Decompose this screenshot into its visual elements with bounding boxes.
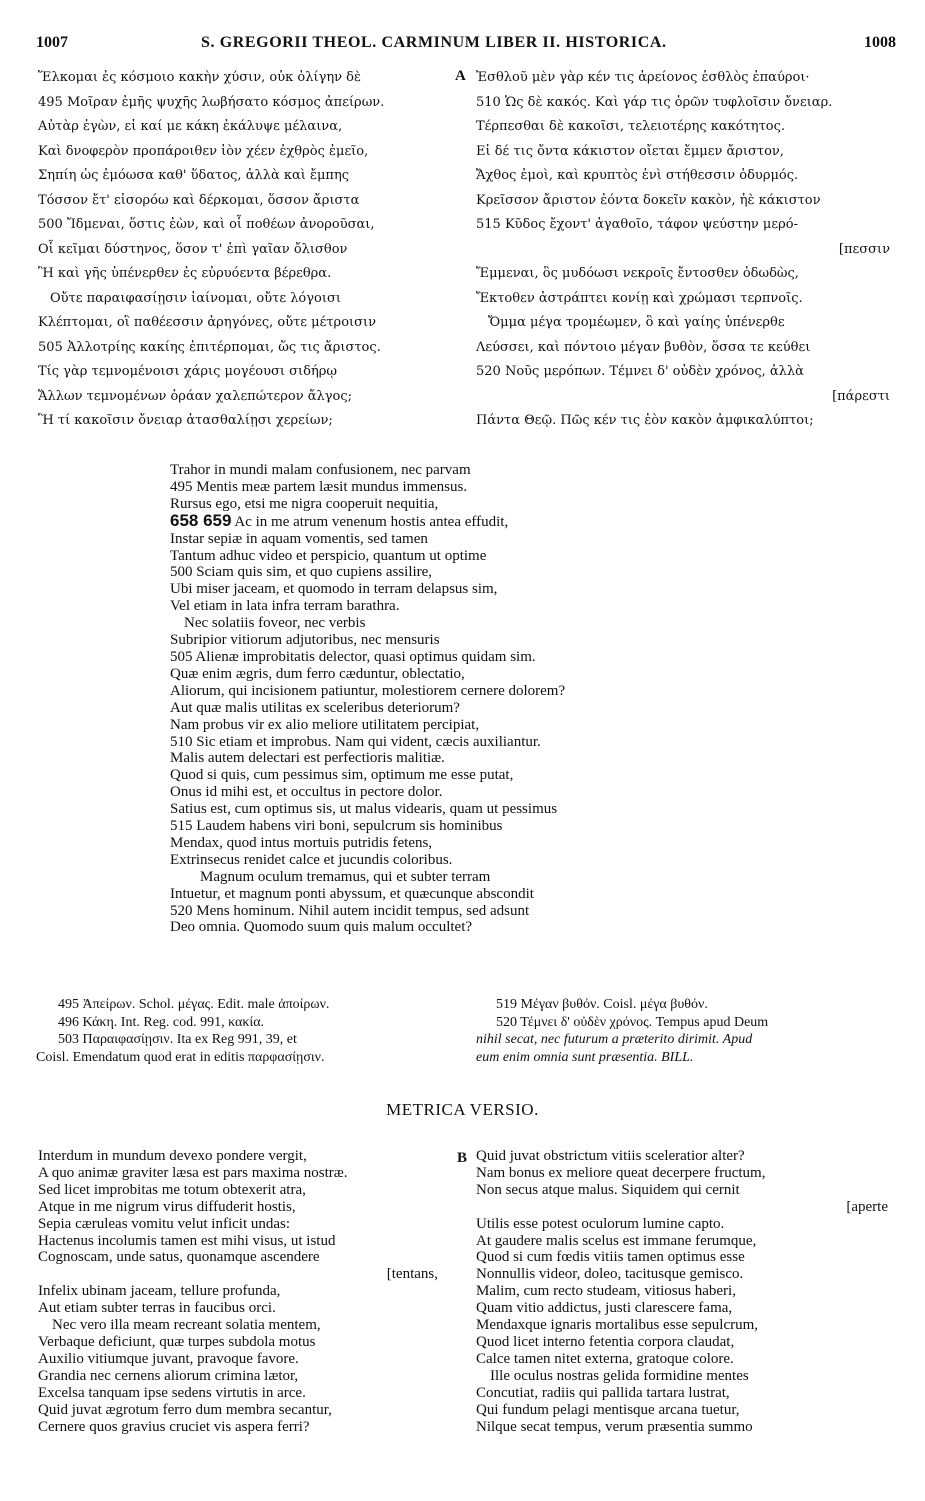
latin-line: Quæ enim ægris, dum ferro cæduntur, oblectatio, — [170, 665, 465, 682]
greek-line: Σηπίη ὡς ἐμόωσα καθ' ὕδατος, ἀλλὰ καὶ ἔμπης — [38, 168, 350, 183]
greek-line: Κρεῖσσον ἄριστον ἐόντα δοκεῖν κακὸν, ἠὲ κάκιστον — [476, 192, 821, 208]
verse-line-continuation: [aperte — [846, 1198, 888, 1215]
latin-line: Intuetur, et magnum ponti abyssum, et quæcunque abscondit — [170, 885, 534, 902]
verse-line: Auxilio vitiumque juvant, pravoque favore. — [38, 1350, 299, 1367]
verse-line: Atque in me nigrum virus diffuderit hostis, — [38, 1198, 296, 1215]
greek-line: Αὐτὰρ ἐγὼν, εἰ καί με κάκη ἐκάλυψε μέλαινα, — [38, 119, 343, 134]
verse-line: Utilis esse potest oculorum lumine capto. — [476, 1215, 725, 1232]
latin-line: Quod si quis, cum pessimus sim, optimum me esse putat, — [170, 767, 514, 784]
greek-line: 500 Ἴδμεναι, ὅστις ἐὼν, καὶ οἷ ποθέων ἀνοροῦσαι, — [38, 217, 375, 232]
greek-line: Ὄμμα μέγα τρομέωμεν, ὃ καὶ γαίης ὑπένερθε — [488, 315, 785, 330]
footnotes-left — [36, 996, 458, 1066]
latin-line: Magnum oculum tremamus, qui et subter terram — [200, 868, 491, 885]
latin-line: Ubi miser jaceam, et quomodo in terram delapsus sim, — [170, 581, 498, 598]
greek-line: Οὔτε παραιφασίῃσιν ἰαίνομαι, οὔτε λόγοισι — [50, 290, 341, 306]
verse-line: Cernere quos gravius cruciet vis aspera ferri? — [38, 1418, 310, 1435]
verse-line: Non secus atque malus. Siquidem qui cernit — [476, 1181, 740, 1198]
greek-line: Τόσσον ἔτ' εἰσορόω καὶ δέρκομαι, ὅσσον ἄριστα — [38, 192, 360, 208]
metrica-versio-left-column — [38, 1148, 458, 1435]
latin-line: Nec solatiis foveor, nec verbis — [184, 615, 366, 632]
column-number: 658 659 — [170, 510, 232, 530]
verse-line: Qui fundum pelagi mentisque arcana tuetur, — [476, 1401, 740, 1418]
verse-line: Cognoscam, unde satus, quonamque ascendere — [38, 1249, 320, 1266]
latin-line: Tantum adhuc video et perspicio, quantum ut optime — [170, 547, 487, 564]
footnote-line: Coisl. Emendatum quod erat in editis παρφασίῃσιν. — [36, 1049, 325, 1065]
latin-line: Ac in me atrum venenum hostis antea effudit, — [234, 513, 509, 530]
latin-line: 495 Mentis meæ partem læsit mundus immensus. — [170, 478, 468, 495]
verse-line: Quod si cum fœdis vitiis tamen optimus esse — [476, 1249, 745, 1266]
verse-line: Excelsa tanquam ipse sedens virtutis in arce. — [38, 1384, 306, 1401]
verse-line: Verbaque deficiunt, quæ turpes subdola motus — [38, 1333, 316, 1350]
latin-line: 500 Sciam quis sim, et quo cupiens assilire, — [170, 564, 433, 581]
verse-line: Aut etiam subter terras in faucibus orci. — [38, 1300, 276, 1317]
latin-line: Mendax, quod intus mortuis putridis fetens, — [170, 834, 433, 851]
verse-line: Quam vitio addictus, justi clarescere fama, — [476, 1300, 733, 1317]
latin-line: Subripior vitiorum adjutoribus, nec mensuris — [170, 632, 440, 649]
greek-line: Κλέπτομαι, οἳ παθέεσσιν ἀρηγόνες, οὔτε μέτροισιν — [38, 315, 376, 330]
verse-line: Quid juvat obstrictum vitiis sceleratior alter? — [476, 1148, 745, 1164]
greek-line: 510 Ὡς δὲ κακός. Καὶ γάρ τις ὁρῶν τυφλοῖσιν ὄνειαρ. — [476, 94, 833, 110]
latin-line: Vel etiam in lata infra terram barathra. — [170, 598, 400, 615]
footnote-line: 519 Μέγαν βυθόν. Coisl. μέγα βυθόν. — [496, 997, 708, 1012]
greek-line: Ἢ καὶ γῆς ὑπένερθεν ἐς εὐρυόεντα βέρεθρα. — [38, 266, 332, 281]
latin-line: Trahor in mundi malam confusionem, nec parvam — [170, 462, 471, 478]
greek-line-continuation: [πεσσιν — [838, 241, 890, 257]
greek-text-right-column — [476, 66, 896, 434]
verse-line: Malim, cum recto studeam, vitiosus haberi, — [476, 1283, 736, 1300]
greek-line: Πάντα Θεῷ. Πῶς κέν τις ἑὸν κακὸν ἀμφικαλύπτοι; — [476, 413, 814, 428]
latin-line: Extrinsecus renidet calce et jucundis coloribus. — [170, 851, 453, 868]
verse-line: Nam bonus ex meliore queat decerpere fructum, — [476, 1164, 766, 1181]
verse-line: Hactenus incolumis tamen est mihi visus, ut istud — [38, 1232, 336, 1249]
greek-line: 495 Μοῖραν ἐμῆς ψυχῆς λωβήσατο κόσμος ἀπείρων. — [38, 94, 385, 110]
greek-line: 505 Ἀλλοτρίης κακίης ἐπιτέρπομαι, ὥς τις ἄριστος. — [38, 339, 381, 355]
verse-line: A quo animæ graviter læsa est pars maxima nostræ. — [38, 1164, 348, 1181]
column-marker-a: A — [455, 68, 466, 84]
footnote-line: 520 Τέμνει δ' οὐδὲν χρόνος. Tempus apud Deum — [496, 1014, 769, 1030]
greek-text-left-column — [38, 66, 448, 434]
metrica-versio-right-column — [476, 1148, 896, 1435]
footnote-line: nihil secat, nec futurum a præterito dirimit. Apud — [476, 1032, 753, 1047]
page-number-right: 1008 — [864, 34, 896, 51]
greek-line: Ἄχθος ἐμοὶ, καὶ κρυπτὸς ἐνὶ στήθεσσιν ὀδυρμός. — [476, 168, 799, 183]
greek-line: Τέρπεσθαι δὲ κακοῖσι, τελειοτέρης κακότητος. — [476, 119, 786, 134]
greek-line: Ἔμμεναι, ὃς μυδόωσι νεκροῖς ἔντοσθεν ὀδωδὼς, — [476, 266, 799, 281]
verse-line: Nilque secat tempus, verum præsentia summo — [476, 1418, 753, 1435]
greek-line: Ἐσθλοῦ μὲν γὰρ κέν τις ἀρείονος ἐσθλὸς ἐπαύροι· — [476, 70, 810, 85]
greek-line: Καὶ δνοφερὸν προπάροιθεν ἰὸν χέεν ἐχθρὸς ἐμεῖο, — [38, 143, 369, 159]
latin-line: Aut quæ malis utilitas ex sceleribus deteriorum? — [170, 699, 460, 716]
latin-line: Deo omnia. Quomodo suum quis malum occultet? — [170, 919, 473, 936]
verse-line-continuation: [tentans, — [386, 1266, 438, 1283]
verse-line: Concutiat, radiis qui pallida tartara lustrat, — [476, 1384, 730, 1401]
greek-line: Λεύσσει, καὶ πόντοιο μέγαν βυθὸν, ὅσσα τε κεύθει — [476, 339, 811, 355]
latin-line: Nam probus vir ex alio meliore utilitatem percipiat, — [170, 716, 480, 733]
verse-line: Quod licet interno fetentia corpora claudat, — [476, 1333, 735, 1350]
latin-line: Instar sepiæ in aquam vomentis, sed tamen — [170, 530, 428, 547]
latin-line: 515 Laudem habens viri boni, sepulcrum sis hominibus — [170, 818, 503, 835]
footnote-line: eum enim omnia sunt præsentia. BILL. — [476, 1049, 694, 1065]
latin-line-with-column-number — [170, 510, 770, 531]
verse-line: Nonnullis videor, doleo, tacitusque gemisco. — [476, 1266, 744, 1283]
verse-line: Quid juvat ægrotum ferro dum membra secantur, — [38, 1401, 332, 1418]
verse-line: Grandia nec cernens aliorum crimina lætor, — [38, 1367, 299, 1384]
verse-line: Infelix ubinam jaceam, tellure profunda, — [38, 1283, 281, 1300]
verse-line: Mendaxque ignaris mortalibus esse sepulcrum, — [476, 1317, 759, 1334]
latin-line: 510 Sic etiam et improbus. Nam qui vident, cæcis auxiliantur. — [170, 733, 541, 750]
greek-line: Τίς γὰρ τεμνομένοισι χάρις μογέουσι σιδήρῳ — [38, 364, 337, 379]
latin-line: 505 Alienæ improbitatis delector, quasi optimus quidam sim. — [170, 648, 536, 665]
footnotes-right — [476, 996, 896, 1066]
greek-line: Ἔκτοθεν ἀστράπτει κονίῃ καὶ χρώμασι τερπνοῖς. — [476, 290, 803, 306]
footnote-line: 496 Κάκη. Int. Reg. cod. 991, κακία. — [58, 1014, 265, 1030]
running-header — [36, 34, 896, 54]
verse-line: Sed licet improbitas me totum obtexerit atra, — [38, 1181, 306, 1198]
greek-line: Ἕλκομαι ἐς κόσμοιο κακὴν χύσιν, οὐκ ὀλίγην δὲ — [38, 70, 361, 85]
greek-line: 515 Κῦδος ἔχοντ' ἀγαθοῖο, τάφον ψεύστην μερό- — [476, 217, 798, 232]
greek-line: Οἷ κεῖμαι δύστηνος, ὅσον τ' ἐπὶ γαῖαν ὄλισθον — [38, 241, 348, 257]
verse-line: Sepia cæruleas vomitu velut inficit undas: — [38, 1215, 291, 1232]
column-marker-b: B — [457, 1150, 468, 1166]
greek-line: Ἄλλων τεμνομένων ὁράαν χαλεπώτερον ἄλγος; — [38, 388, 353, 404]
latin-translation — [170, 462, 770, 936]
latin-line: Rursus ego, etsi me nigra cooperuit nequitia, — [170, 495, 439, 512]
greek-line-continuation: [πάρεστι — [832, 388, 890, 404]
footnote-line: 495 Ἀπείρων. Schol. μέγας. Edit. male ἀποίρων. — [58, 997, 330, 1012]
footnote-line: 503 Παραιφασίῃσιν. Ita ex Reg 991, 39, et — [58, 1032, 297, 1047]
latin-line: Aliorum, qui incisionem patiuntur, molestiorem cernere dolorem? — [170, 682, 566, 699]
verse-line: At gaudere malis scelus est immane ferumque, — [476, 1232, 757, 1249]
greek-line: 520 Νοῦς μερόπων. Τέμνει δ' οὐδὲν χρόνος, ἀλλὰ — [476, 364, 804, 379]
verse-line: Nec vero illa meam recreant solatia mentem, — [52, 1317, 321, 1334]
verse-line: Interdum in mundum devexo pondere vergit, — [38, 1148, 307, 1164]
latin-line: Onus id mihi est, et occultus in pectore dolor. — [170, 784, 443, 801]
verse-line: Calce tamen nitet externa, gratoque colore. — [476, 1350, 734, 1367]
greek-line: Εἰ δέ τις ὄντα κάκιστον οἴεται ἔμμεν ἄριστον, — [476, 143, 784, 159]
page-number-left: 1007 — [36, 34, 68, 51]
latin-line: Malis autem delectari est perfectioris malitiæ. — [170, 750, 445, 767]
latin-line: 520 Mens hominum. Nihil autem incidit tempus, sed adsunt — [170, 902, 530, 919]
greek-line: Ἢ τί κακοῖσιν ὄνειαρ ἀτασθαλίῃσι χερείων; — [38, 413, 333, 428]
verse-line: Ille oculus nostras gelida formidine mentes — [490, 1367, 749, 1384]
section-title: METRICA VERSIO. — [386, 1100, 539, 1119]
latin-line: Satius est, cum optimus sis, ut malus videaris, quam ut pessimus — [170, 801, 558, 818]
running-title: S. GREGORII THEOL. CARMINUM LIBER II. HISTORICA. — [201, 34, 667, 51]
